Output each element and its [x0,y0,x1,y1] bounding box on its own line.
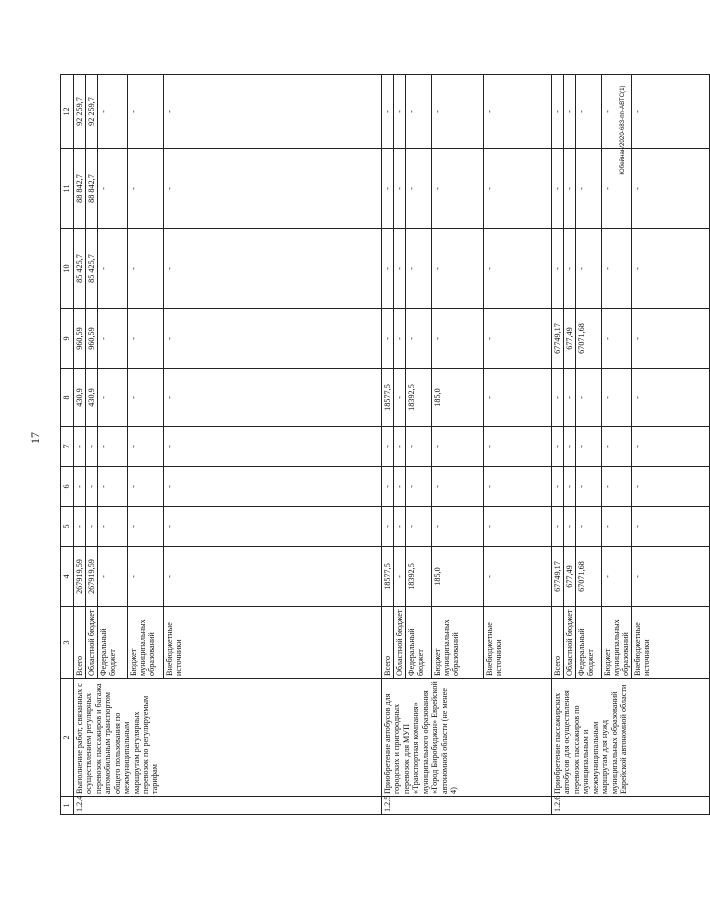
value-cell: - [632,369,710,427]
funding-source: Бюджет муниципальных образований [432,607,484,679]
value-cell: - [564,229,576,309]
value-cell: 430,9 [74,369,86,427]
value-cell: - [394,369,406,427]
value-cell: - [164,369,382,427]
column-header: 11 [61,149,74,229]
value-cell: - [74,507,86,547]
value-cell: - [406,507,432,547]
value-cell: - [432,467,484,507]
value-cell: - [552,75,564,149]
value-cell: - [576,75,602,149]
value-cell: - [406,309,432,369]
value-cell: - [164,309,382,369]
value-cell: - [98,75,128,149]
value-cell: - [128,149,164,229]
value-cell: 67749,17 [552,309,564,369]
value-cell: - [128,547,164,607]
value-cell: - [164,149,382,229]
table-row [74,75,86,815]
item-number: 1.2.4 [74,797,382,815]
value-cell: - [394,149,406,229]
table-row [552,75,564,815]
column-header: 3 [61,607,74,679]
value-cell: - [484,229,552,309]
value-cell: - [564,369,576,427]
value-cell: - [164,507,382,547]
value-cell: - [98,427,128,467]
value-cell: 85 425,7 [86,229,98,309]
value-cell: 88 842,7 [74,149,86,229]
value-cell: 18577,5 [382,369,394,427]
value-cell: - [164,427,382,467]
value-cell: - [382,507,394,547]
value-cell: - [432,75,484,149]
funding-source: Всего [552,607,564,679]
value-cell: - [394,427,406,467]
value-cell: - [484,309,552,369]
value-cell: - [432,427,484,467]
value-cell: - [98,467,128,507]
value-cell: - [552,507,564,547]
item-name: Приобретение пассажирских автобусов для осуществления перевозок пассажиров по муниципальным и межмуниципальным маршрутам для нужд муниципальных образований Еврейской автономной области [552,679,710,797]
value-cell: 67071,68 [576,547,602,607]
value-cell: - [484,149,552,229]
value-cell: - [576,369,602,427]
value-cell: - [98,229,128,309]
value-cell: - [128,427,164,467]
document-id-stamp: Юбейнан/2020-683-пп-АВТС(1) [619,85,626,175]
value-cell: 185,0 [432,369,484,427]
value-cell: - [394,507,406,547]
value-cell: - [632,309,710,369]
value-cell: - [602,427,632,467]
value-cell: - [576,229,602,309]
value-cell: - [632,467,710,507]
value-cell: - [632,149,710,229]
page-number: 17 [28,432,42,444]
value-cell: 677,49 [564,547,576,607]
value-cell: 67071,68 [576,309,602,369]
value-cell: - [382,75,394,149]
value-cell: 185,0 [432,547,484,607]
value-cell: - [602,229,632,309]
value-cell: - [484,75,552,149]
value-cell: - [382,149,394,229]
funding-source: Федеральный бюджет [98,607,128,679]
value-cell: - [632,427,710,467]
value-cell: 18392,5 [406,369,432,427]
funding-source: Всего [74,607,86,679]
value-cell: - [406,149,432,229]
value-cell: 267919,59 [86,547,98,607]
value-cell: - [128,507,164,547]
value-cell: - [432,229,484,309]
value-cell: 960,59 [86,309,98,369]
column-header: 1 [61,797,74,815]
table-row [382,75,394,815]
value-cell: 18577,5 [382,547,394,607]
value-cell: - [632,75,710,149]
value-cell: - [394,467,406,507]
funding-source: Бюджет муниципальных образований [602,607,632,679]
value-cell: 677,49 [564,309,576,369]
value-cell: - [128,467,164,507]
column-header: 5 [61,507,74,547]
funding-source: Областной бюджет [394,607,406,679]
value-cell: - [164,75,382,149]
funding-source: Внебюджетные источники [484,607,552,679]
value-cell: - [602,149,632,229]
value-cell: - [602,309,632,369]
column-header: 4 [61,547,74,607]
value-cell: - [632,547,710,607]
value-cell: - [382,229,394,309]
value-cell: - [552,369,564,427]
value-cell: - [98,507,128,547]
header-row [61,75,74,815]
item-name: Выполнение работ, связанных с осуществлением регулярных перевозок пассажиров и багажа автомобильным транспортом общего пользования по межмуниципальным маршрутам регулярных перевозок по регулируемым тарифам [74,679,382,797]
value-cell: 430,9 [86,369,98,427]
value-cell: - [406,75,432,149]
value-cell: - [98,547,128,607]
funding-source: Областной бюджет [564,607,576,679]
value-cell: - [564,507,576,547]
value-cell: - [552,467,564,507]
column-header: 7 [61,427,74,467]
value-cell: 85 425,7 [74,229,86,309]
funding-source: Всего [382,607,394,679]
value-cell: - [128,229,164,309]
column-header: 10 [61,229,74,309]
value-cell: - [406,467,432,507]
budget-table [60,74,710,815]
value-cell: - [382,427,394,467]
value-cell: - [602,75,632,149]
value-cell: - [432,149,484,229]
value-cell: 92 259,7 [74,75,86,149]
item-number: 1.2.5 [382,797,552,815]
column-header: 6 [61,467,74,507]
funding-source: Федеральный бюджет [406,607,432,679]
value-cell: - [128,369,164,427]
value-cell: - [484,427,552,467]
column-header: 9 [61,309,74,369]
value-cell: - [128,75,164,149]
value-cell: - [552,149,564,229]
value-cell: - [432,309,484,369]
item-name: Приобретение автобусов для городских и пригородных перевозок для МУП «Транспортная компания» муниципального образования «Город Биробиджан» Еврейской автономной области (не менее 4) [382,679,552,797]
value-cell: - [432,507,484,547]
value-cell: - [86,467,98,507]
funding-source: Внебюджетные источники [632,607,710,679]
value-cell: - [602,507,632,547]
value-cell: - [564,75,576,149]
value-cell: - [406,229,432,309]
value-cell: - [576,149,602,229]
funding-source: Бюджет муниципальных образований [128,607,164,679]
value-cell: - [602,467,632,507]
value-cell: 267919,59 [74,547,86,607]
value-cell: - [632,229,710,309]
value-cell: - [74,427,86,467]
value-cell: - [552,229,564,309]
value-cell: - [564,427,576,467]
value-cell: 88 842,7 [86,149,98,229]
item-number: 1.2.6 [552,797,710,815]
value-cell: - [552,427,564,467]
funding-source: Федеральный бюджет [576,607,602,679]
value-cell: - [576,467,602,507]
value-cell: - [98,149,128,229]
value-cell: 18392,5 [406,547,432,607]
value-cell: - [164,467,382,507]
value-cell: 67749,17 [552,547,564,607]
value-cell: - [576,507,602,547]
value-cell: - [164,229,382,309]
column-header: 12 [61,75,74,149]
value-cell: - [602,369,632,427]
value-cell: - [98,309,128,369]
value-cell: - [382,467,394,507]
column-header: 2 [61,679,74,797]
value-cell: 92 259,7 [86,75,98,149]
value-cell: - [394,229,406,309]
value-cell: - [406,427,432,467]
value-cell: - [164,547,382,607]
value-cell: - [484,547,552,607]
column-header: 8 [61,369,74,427]
funding-source: Областной бюджет [86,607,98,679]
value-cell: - [564,467,576,507]
value-cell: - [86,427,98,467]
value-cell: - [98,369,128,427]
value-cell: 960,59 [74,309,86,369]
value-cell: - [484,467,552,507]
value-cell: - [576,427,602,467]
value-cell: - [602,547,632,607]
value-cell: - [128,309,164,369]
value-cell: - [394,547,406,607]
value-cell: - [382,309,394,369]
funding-source: Внебюджетные источники [164,607,382,679]
value-cell: - [484,507,552,547]
value-cell: - [74,467,86,507]
value-cell: - [394,309,406,369]
value-cell: - [632,507,710,547]
value-cell: - [484,369,552,427]
value-cell: - [564,149,576,229]
value-cell: - [86,507,98,547]
value-cell: - [394,75,406,149]
